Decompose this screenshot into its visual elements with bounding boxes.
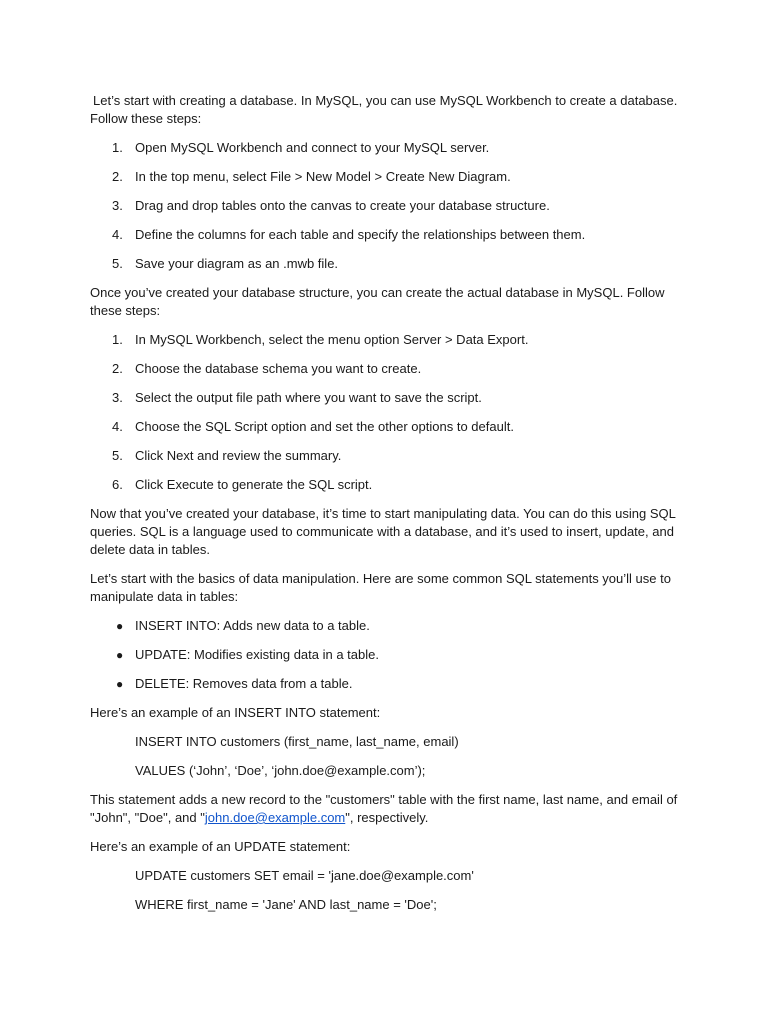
bullet-icon: ● bbox=[116, 648, 124, 662]
list-item: ● UPDATE: Modifies existing data in a table. bbox=[116, 647, 379, 662]
list-item: 6. Click Execute to generate the SQL script. bbox=[112, 477, 373, 492]
list-number: 5. bbox=[112, 256, 123, 271]
update-example-intro: Here’s an example of an UPDATE statement: bbox=[90, 839, 351, 854]
list-item: 1. Open MySQL Workbench and connect to your MySQL server. bbox=[112, 140, 490, 155]
code-line: VALUES (‘John’, ‘Doe’, ‘john.doe@example.com’); bbox=[135, 763, 426, 778]
steps-list-2 bbox=[90, 331, 680, 494]
list-item: 5. Click Next and review the summary. bbox=[112, 448, 342, 463]
list-item: 4. Define the columns for each table and specify the relationships between them. bbox=[112, 227, 586, 242]
list-number: 3. bbox=[112, 390, 123, 405]
list-item: 4. Choose the SQL Script option and set the other options to default. bbox=[112, 419, 514, 434]
list-item: 1. In MySQL Workbench, select the menu option Server > Data Export. bbox=[112, 332, 529, 347]
bullet-icon: ● bbox=[116, 619, 124, 633]
list-number: 2. bbox=[112, 361, 123, 376]
code-line: WHERE first_name = 'Jane' AND last_name = 'Doe'; bbox=[135, 897, 437, 912]
code-line: INSERT INTO customers (first_name, last_name, email) bbox=[135, 734, 459, 749]
insert-example-intro: Here’s an example of an INSERT INTO statement: bbox=[90, 705, 381, 720]
paragraph-2: Once you’ve created your database structure, you can create the actual database in MySQL. Follow these steps: bbox=[90, 285, 665, 318]
code-line: UPDATE customers SET email = 'jane.doe@example.com' bbox=[135, 868, 474, 883]
list-item: ● DELETE: Removes data from a table. bbox=[116, 676, 353, 691]
bullet-list bbox=[90, 617, 680, 693]
list-number: 4. bbox=[112, 419, 123, 434]
list-item: 2. Choose the database schema you want to create. bbox=[112, 361, 422, 376]
intro-paragraph: Let’s start with creating a database. In MySQL, you can use MySQL Workbench to create a database. Follow these steps: bbox=[90, 93, 678, 126]
list-number: 2. bbox=[112, 169, 123, 184]
paragraph-5: This statement adds a new record to the "customers" table with the first name, last name, and email of "John", "Doe", and "john.doe@example.com", respectively. bbox=[90, 792, 678, 825]
paragraph-3: Now that you’ve created your database, it’s time to start manipulating data. You can do this using SQL queries. SQL is a language used to communicate with a database, and it’s used to insert, update, and delete data in tables. bbox=[90, 506, 676, 557]
list-item: 3. Drag and drop tables onto the canvas to create your database structure. bbox=[112, 198, 550, 213]
list-number: 3. bbox=[112, 198, 123, 213]
steps-list-1 bbox=[90, 139, 680, 273]
list-item: 5. Save your diagram as an .mwb file. bbox=[112, 256, 339, 271]
list-number: 4. bbox=[112, 227, 123, 242]
list-number: 1. bbox=[112, 140, 123, 155]
list-number: 6. bbox=[112, 477, 123, 492]
list-number: 5. bbox=[112, 448, 123, 463]
list-item: 3. Select the output file path where you want to save the script. bbox=[112, 390, 482, 405]
email-link[interactable]: john.doe@example.com bbox=[204, 810, 346, 825]
document-page bbox=[90, 92, 680, 925]
bullet-icon: ● bbox=[116, 677, 124, 691]
list-number: 1. bbox=[112, 332, 123, 347]
list-item: ● INSERT INTO: Adds new data to a table. bbox=[116, 618, 370, 633]
paragraph-4: Let’s start with the basics of data manipulation. Here are some common SQL statements you’ll use to manipulate data in tables: bbox=[90, 571, 671, 604]
list-item: 2. In the top menu, select File > New Model > Create New Diagram. bbox=[112, 169, 511, 184]
